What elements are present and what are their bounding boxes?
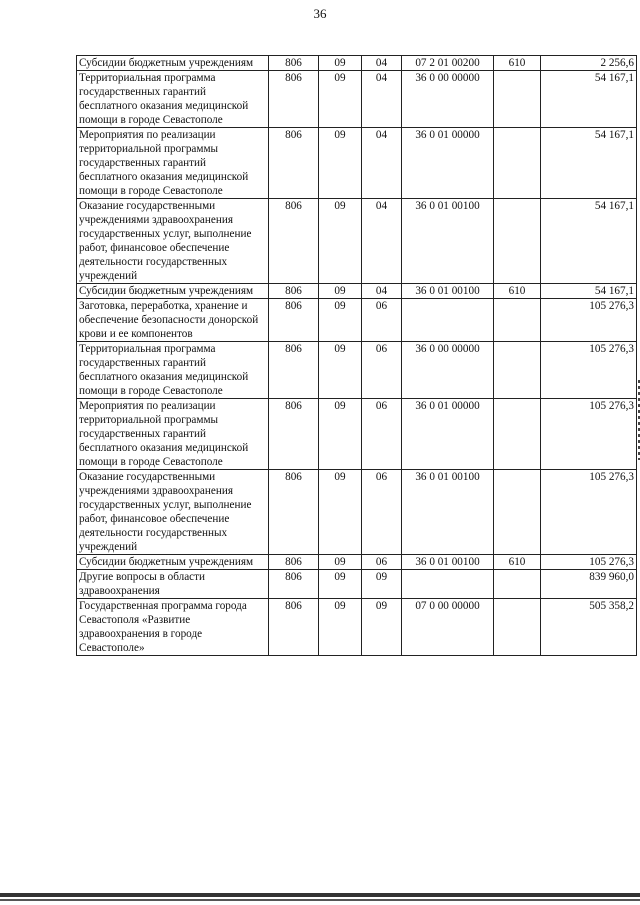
row-subsection-cell: 04: [362, 128, 402, 199]
row-section-cell: 09: [319, 399, 362, 470]
row-expense-type-cell: [494, 599, 541, 656]
row-target-article-cell: 07 0 00 00000: [402, 599, 494, 656]
row-gr-cell: 806: [269, 342, 319, 399]
row-name-cell: Другие вопросы в области здравоохранения: [77, 570, 269, 599]
row-section-cell: 09: [319, 570, 362, 599]
row-amount-cell: 105 276,3: [541, 555, 637, 570]
row-amount-cell: 105 276,3: [541, 399, 637, 470]
row-target-article-cell: 36 0 00 00000: [402, 71, 494, 128]
row-gr-cell: 806: [269, 199, 319, 284]
row-target-article-cell: [402, 570, 494, 599]
row-amount-cell: 105 276,3: [541, 342, 637, 399]
row-expense-type-cell: [494, 128, 541, 199]
row-expense-type-cell: [494, 470, 541, 555]
row-expense-type-cell: 610: [494, 284, 541, 299]
budget-table: [76, 55, 637, 656]
row-expense-type-cell: [494, 399, 541, 470]
row-section-cell: 09: [319, 199, 362, 284]
row-subsection-cell: 04: [362, 71, 402, 128]
row-name-cell: Государственная программа города Севастополя «Развитие здравоохранения в городе Севастополе»: [77, 599, 269, 656]
row-gr-cell: 806: [269, 470, 319, 555]
row-amount-cell: 54 167,1: [541, 128, 637, 199]
row-subsection-cell: 06: [362, 342, 402, 399]
row-section-cell: 09: [319, 555, 362, 570]
row-section-cell: 09: [319, 299, 362, 342]
row-section-cell: 09: [319, 599, 362, 656]
table-row: [77, 555, 637, 570]
row-expense-type-cell: [494, 299, 541, 342]
row-name-cell: Субсидии бюджетным учреждениям: [77, 555, 269, 570]
row-amount-cell: 54 167,1: [541, 71, 637, 128]
row-name-cell: Мероприятия по реализации территориальной программы государственных гарантий бесплатного оказания медицинской помощи в городе Севастополе: [77, 399, 269, 470]
scan-bottom-edge-secondary: [0, 899, 640, 901]
row-target-article-cell: 36 0 01 00100: [402, 199, 494, 284]
row-name-cell: Территориальная программа государственных гарантий бесплатного оказания медицинской помощи в городе Севастополе: [77, 342, 269, 399]
table-row: [77, 284, 637, 299]
row-gr-cell: 806: [269, 299, 319, 342]
table-row: [77, 470, 637, 555]
table-row: [77, 342, 637, 399]
row-amount-cell: 54 167,1: [541, 284, 637, 299]
row-subsection-cell: 09: [362, 599, 402, 656]
row-name-cell: Субсидии бюджетным учреждениям: [77, 56, 269, 71]
row-target-article-cell: 36 0 01 00100: [402, 555, 494, 570]
row-gr-cell: 806: [269, 284, 319, 299]
row-expense-type-cell: [494, 71, 541, 128]
row-expense-type-cell: [494, 342, 541, 399]
table-row: [77, 399, 637, 470]
row-expense-type-cell: 610: [494, 555, 541, 570]
row-amount-cell: 54 167,1: [541, 199, 637, 284]
row-section-cell: 09: [319, 56, 362, 71]
row-target-article-cell: 36 0 01 00100: [402, 470, 494, 555]
table-row: [77, 570, 637, 599]
table-row: [77, 56, 637, 71]
row-name-cell: Территориальная программа государственных гарантий бесплатного оказания медицинской помощи в городе Севастополе: [77, 71, 269, 128]
row-amount-cell: 105 276,3: [541, 470, 637, 555]
row-amount-cell: 105 276,3: [541, 299, 637, 342]
row-subsection-cell: 04: [362, 284, 402, 299]
row-subsection-cell: 04: [362, 56, 402, 71]
row-section-cell: 09: [319, 71, 362, 128]
row-subsection-cell: 06: [362, 555, 402, 570]
row-name-cell: Оказание государственными учреждениями здравоохранения государственных услуг, выполнение работ, финансовое обеспечение деятельности государственных учреждений: [77, 199, 269, 284]
row-expense-type-cell: 610: [494, 56, 541, 71]
row-gr-cell: 806: [269, 56, 319, 71]
row-gr-cell: 806: [269, 570, 319, 599]
row-name-cell: Заготовка, переработка, хранение и обеспечение безопасности донорской крови и ее компонентов: [77, 299, 269, 342]
scan-bottom-edge: [0, 893, 640, 897]
row-expense-type-cell: [494, 199, 541, 284]
row-name-cell: Субсидии бюджетным учреждениям: [77, 284, 269, 299]
row-target-article-cell: 36 0 01 00000: [402, 128, 494, 199]
row-section-cell: 09: [319, 284, 362, 299]
row-gr-cell: 806: [269, 555, 319, 570]
row-section-cell: 09: [319, 128, 362, 199]
row-name-cell: Мероприятия по реализации территориальной программы государственных гарантий бесплатного оказания медицинской помощи в городе Севастополе: [77, 128, 269, 199]
budget-table-body: [77, 56, 637, 656]
page-number: 36: [313, 6, 327, 21]
row-amount-cell: 839 960,0: [541, 570, 637, 599]
row-target-article-cell: 36 0 00 00000: [402, 342, 494, 399]
row-gr-cell: 806: [269, 599, 319, 656]
row-subsection-cell: 04: [362, 199, 402, 284]
row-amount-cell: 505 358,2: [541, 599, 637, 656]
table-row: [77, 299, 637, 342]
row-name-cell: Оказание государственными учреждениями здравоохранения государственных услуг, выполнение работ, финансовое обеспечение деятельности государственных учреждений: [77, 470, 269, 555]
row-subsection-cell: 06: [362, 470, 402, 555]
row-expense-type-cell: [494, 570, 541, 599]
row-section-cell: 09: [319, 470, 362, 555]
row-gr-cell: 806: [269, 71, 319, 128]
table-row: [77, 599, 637, 656]
row-subsection-cell: 06: [362, 399, 402, 470]
row-gr-cell: 806: [269, 128, 319, 199]
row-subsection-cell: 09: [362, 570, 402, 599]
row-amount-cell: 2 256,6: [541, 56, 637, 71]
table-row: [77, 71, 637, 128]
row-target-article-cell: 36 0 01 00000: [402, 399, 494, 470]
row-target-article-cell: 07 2 01 00200: [402, 56, 494, 71]
table-row: [77, 199, 637, 284]
row-gr-cell: 806: [269, 399, 319, 470]
table-row: [77, 128, 637, 199]
row-subsection-cell: 06: [362, 299, 402, 342]
row-target-article-cell: [402, 299, 494, 342]
row-section-cell: 09: [319, 342, 362, 399]
row-target-article-cell: 36 0 01 00100: [402, 284, 494, 299]
